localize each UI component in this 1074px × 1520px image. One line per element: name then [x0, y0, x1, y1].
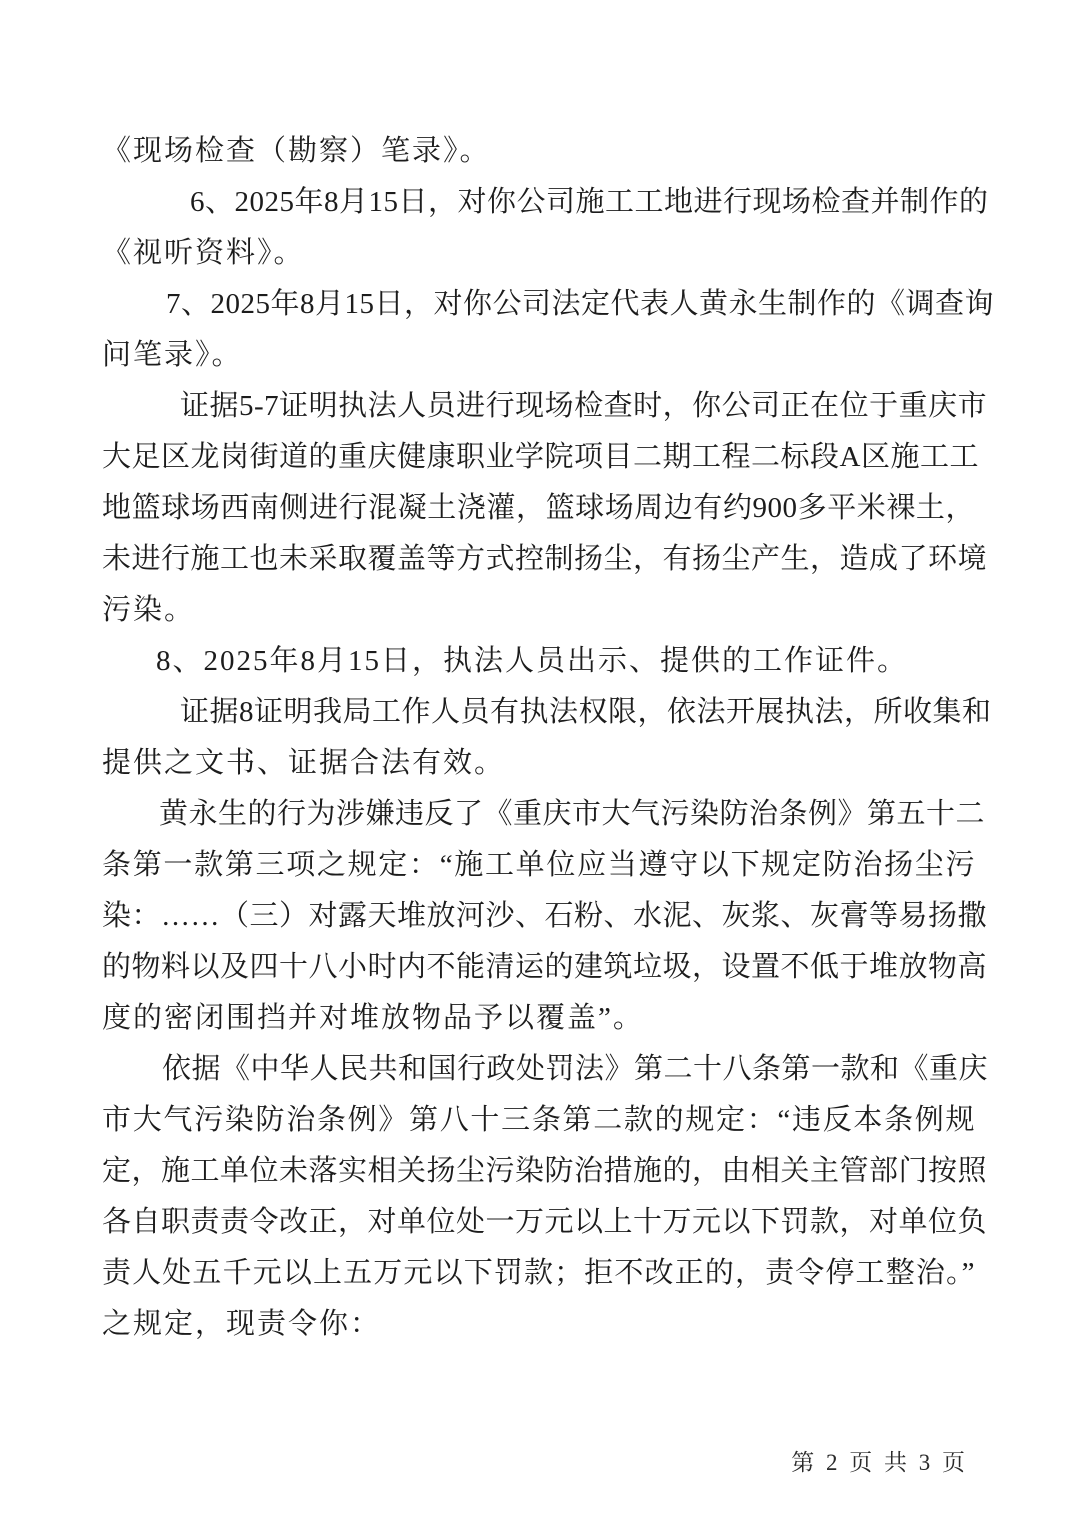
paragraph-evidence-8-finding — [102, 687, 992, 789]
text-line: 地篮球场西南侧进行混凝土浇灌，篮球场周边有约900多平米裸土， — [102, 492, 975, 524]
text-line: 染：……（三）对露天堆放河沙、石粉、水泥、灰浆、灰膏等易扬撒 — [102, 900, 988, 932]
text-line: 条第一款第三项之规定：“施工单位应当遵守以下规定防治扬尘污 — [102, 849, 975, 881]
text-line: 的物料以及四十八小时内不能清运的建筑垃圾，设置不低于堆放物高 — [102, 951, 988, 983]
text-line: 8、2025年8月15日，执法人员出示、提供的工作证件。 — [156, 645, 909, 677]
text-line: 《视听资料》。 — [102, 237, 305, 269]
text-line: 6、2025年8月15日，对你公司施工工地进行现场检查并制作的 — [190, 186, 989, 218]
page-number: 第 2 页 共 3 页 — [791, 1450, 968, 1475]
text-line: 黄永生的行为涉嫌违反了《重庆市大气污染防治条例》第五十二 — [159, 798, 986, 830]
paragraph-evidence-8 — [102, 636, 975, 687]
paragraph-inspection-record — [102, 126, 975, 177]
paragraph-evidence-6 — [102, 177, 989, 279]
text-line: 证据5-7证明执法人员进行现场检查时，你公司正在位于重庆市 — [180, 390, 988, 422]
paragraph-legal-basis — [102, 1044, 989, 1350]
text-line: 责人处五千元以上五万元以下罚款；拒不改正的，责令停工整治。” — [102, 1257, 975, 1289]
text-line: 污染。 — [102, 594, 196, 626]
text-line: 大足区龙岗街道的重庆健康职业学院项目二期工程二标段A区施工工 — [102, 441, 979, 473]
text-line: 市大气污染防治条例》第八十三条第二款的规定：“违反本条例规 — [102, 1104, 975, 1136]
document-body — [102, 126, 995, 1350]
paragraph-evidence-7 — [102, 279, 995, 381]
text-line: 未进行施工也未采取覆盖等方式控制扬尘，有扬尘产生，造成了环境 — [102, 543, 988, 575]
text-line: 证据8证明我局工作人员有执法权限，依法开展执法，所收集和 — [180, 696, 992, 728]
paragraph-evidence-5-7-finding — [102, 381, 988, 636]
text-line: 依据《中华人民共和国行政处罚法》第二十八条第一款和《重庆 — [162, 1053, 989, 1085]
text-line: 提供之文书、证据合法有效。 — [102, 747, 506, 779]
text-line: 之规定，现责令你： — [102, 1308, 382, 1340]
paragraph-violation-clause — [102, 789, 988, 1044]
text-line: 问笔录》。 — [102, 339, 243, 371]
text-line: 各自职责责令改正，对单位处一万元以上十万元以下罚款，对单位负 — [102, 1206, 988, 1238]
text-line: 7、2025年8月15日，对你公司法定代表人黄永生制作的《调查询 — [166, 288, 995, 320]
text-line: 度的密闭围挡并对堆放物品予以覆盖”。 — [102, 1002, 644, 1034]
text-line: 《现场检查（勘察）笔录》。 — [102, 135, 491, 167]
text-line: 定，施工单位未落实相关扬尘污染防治措施的，由相关主管部门按照 — [102, 1155, 988, 1187]
